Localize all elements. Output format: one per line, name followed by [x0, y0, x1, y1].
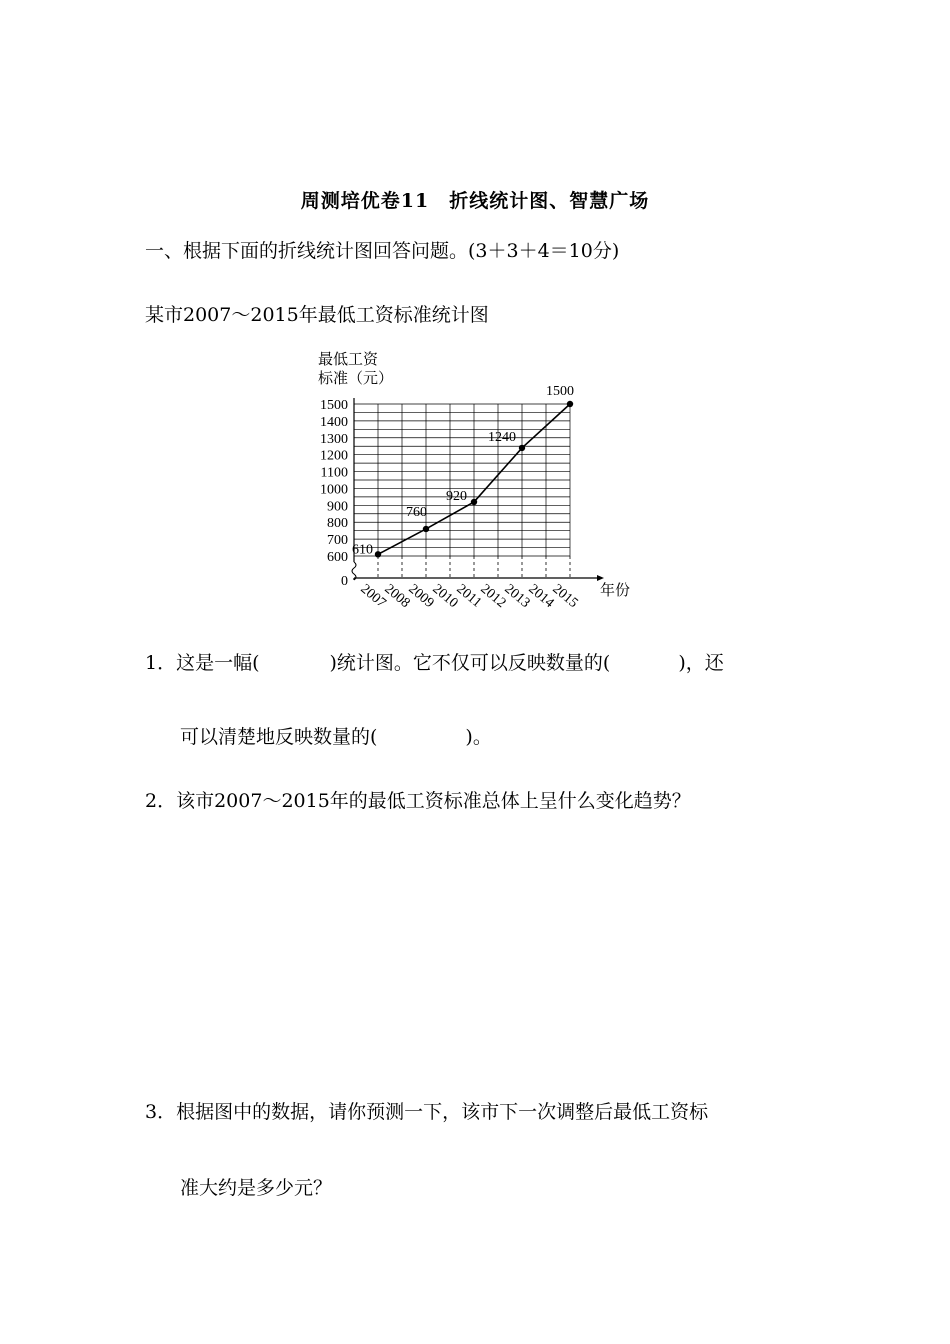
section-heading: 一、根据下面的折线统计图回答问题。(3＋3＋4＝10分): [145, 240, 620, 262]
y-axis-label-line1: 最低工资: [318, 352, 379, 368]
y-axis-label-line2: 标准（元）: [318, 371, 394, 387]
data-point: [423, 526, 429, 532]
y-tick-label: 1000: [320, 482, 348, 498]
x-axis-arrow: [597, 575, 604, 581]
x-tick-label: 2015: [549, 581, 581, 612]
question-2-text: 该市2007～2015年的最低工资标准总体上呈什么变化趋势？: [176, 790, 691, 812]
x-tick-label: 2007: [357, 581, 389, 612]
data-point: [519, 445, 525, 451]
y-tick-label: 900: [327, 499, 348, 515]
data-label: 1500: [546, 384, 574, 399]
data-point: [375, 551, 381, 557]
question-3-number: 3．: [145, 1101, 177, 1123]
y-tick-label: 1300: [320, 431, 348, 447]
y-tick-labels: [320, 398, 348, 565]
y-zero-label: 0: [341, 574, 348, 589]
y-tick-label: 1200: [320, 448, 348, 464]
question-3-line1: [145, 1097, 708, 1124]
x-tick-label: 2012: [477, 581, 509, 612]
y-tick-label: 1500: [320, 398, 348, 413]
x-tick-label: 2014: [525, 581, 557, 612]
x-axis-label: 年份: [600, 583, 631, 599]
y-tick-label: 700: [327, 533, 348, 549]
line-chart: [300, 340, 660, 630]
question-1-part-e: )。: [465, 726, 492, 748]
data-label: 760: [406, 504, 427, 520]
x-tick-label: 2008: [381, 581, 413, 612]
question-3-text: 根据图中的数据，请你预测一下，该市下一次调整后最低工资标: [176, 1101, 709, 1123]
x-tick-label: 2010: [429, 581, 461, 612]
question-1-line2: [180, 722, 492, 749]
question-2: [145, 786, 691, 813]
x-tick-label: 2011: [453, 581, 485, 611]
chart-series: [352, 384, 574, 558]
y-tick-label: 800: [327, 516, 348, 532]
data-point: [471, 499, 477, 505]
question-1-number: 1．: [145, 652, 177, 674]
question-2-number: 2．: [145, 790, 177, 812]
data-label: 610: [352, 542, 373, 558]
data-label: 1240: [488, 429, 516, 445]
chart-axes: [352, 398, 604, 581]
page-title: 周测培优卷11 折线统计图、智慧广场: [300, 190, 650, 212]
y-tick-label: 1100: [320, 465, 348, 481]
x-tick-label: 2009: [405, 581, 437, 612]
x-tick-labels: [357, 582, 580, 611]
question-1-line1: [145, 648, 724, 675]
x-tick-label: 2013: [501, 581, 533, 612]
y-tick-label: 600: [327, 550, 348, 565]
data-point: [567, 401, 573, 407]
data-label: 920: [446, 488, 467, 504]
question-1-part-a: 这是一幅(: [176, 652, 260, 674]
question-1-part-d: 可以清楚地反映数量的(: [180, 726, 378, 748]
question-3-line2: 准大约是多少元？: [180, 1177, 333, 1199]
y-tick-label: 1400: [320, 414, 348, 430]
axis-break-mark: [352, 562, 356, 580]
question-1-part-c: )，还: [678, 652, 724, 674]
question-1-part-b: )统计图。它不仅可以反映数量的(: [329, 652, 611, 674]
chart-caption: 某市2007～2015年最低工资标准统计图: [145, 304, 489, 326]
